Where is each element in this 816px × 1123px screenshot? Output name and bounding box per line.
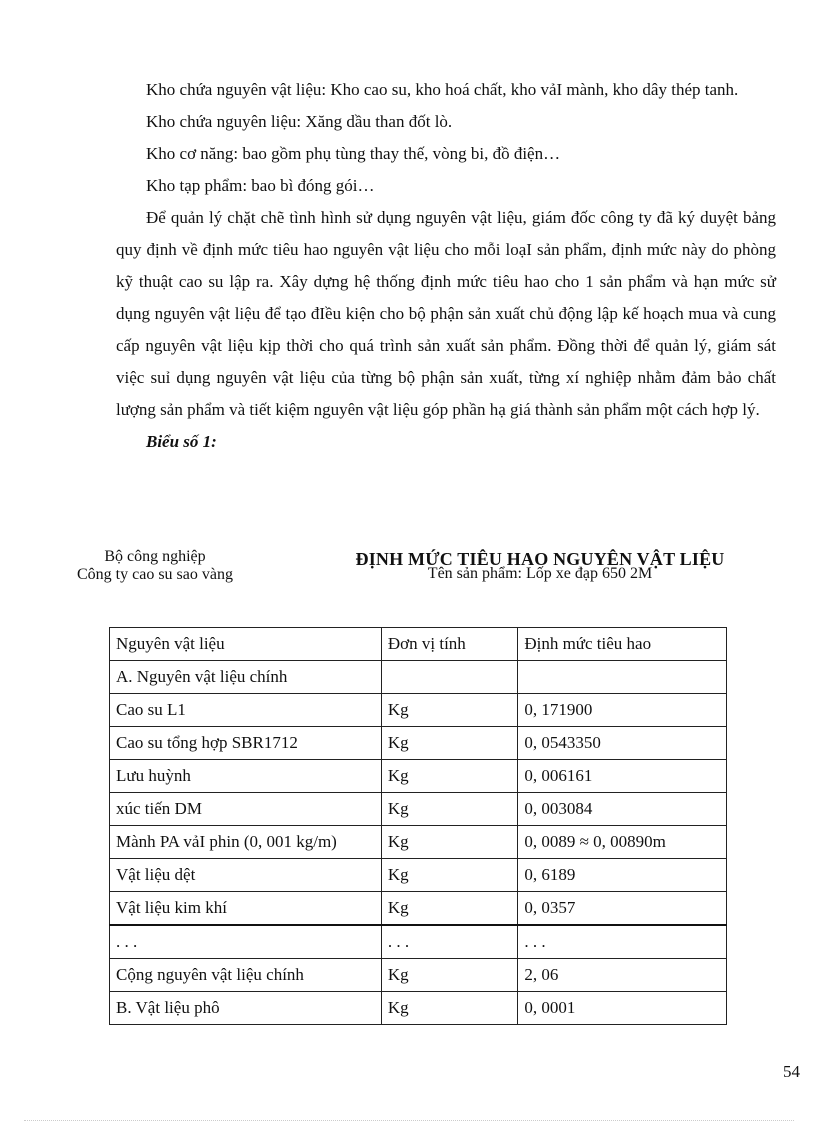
product-name: Tên sản phẩm: Lốp xe đạp 650 2M <box>427 565 653 582</box>
table-row <box>110 892 727 926</box>
norm-cell: 0, 006161 <box>518 760 727 793</box>
page-number: 54 <box>783 1062 800 1081</box>
norm-cell: 0, 0543350 <box>518 727 727 760</box>
table-header-row <box>110 628 727 661</box>
paragraph-warehouse-sundries: Kho tạp phẩm: bao bì đóng gói… <box>146 176 375 195</box>
unit-cell: Kg <box>381 727 517 760</box>
table-row <box>110 760 727 793</box>
paragraph-management: Để quản lý chặt chẽ tình hình sử dụng nguyên vật liệu, giám đốc công ty đã ký duyệt bảng quy định về định mức tiêu hao nguyên vật liệu cho mỗi loạI sản phẩm, định mức này do phòng kỹ thuật cao su lập ra. Xây dựng hệ thống định mức tiêu hao cho 1 sản phẩm và hạn mức sử dụng nguyên vật liệu để tạo đIều kiện cho bộ phận sản xuất chủ động lập kế hoạch mua và cung cấp nguyên vật liệu kịp thời cho quá trình sản xuất sản phẩm. Đồng thời để quản lý, giám sát việc suỉ dụng nguyên vật liệu của từng bộ phận sản xuất, từng xí nghiệp nhằm đảm bảo chất lượng sản phẩm và tiết kiệm nguyên vật liệu góp phần hạ giá thành sản phẩm một cách hợp lý. <box>116 208 776 419</box>
norm-cell: 2, 06 <box>518 959 727 992</box>
unit-cell: Kg <box>381 992 517 1025</box>
table-row <box>110 925 727 959</box>
paragraph-warehouse-fuel: Kho chứa nguyên liệu: Xăng dầu than đốt lò. <box>146 112 453 131</box>
column-header-unit: Đơn vị tính <box>381 628 517 661</box>
norm-cell: 0, 003084 <box>518 793 727 826</box>
norm-cell: . . . <box>518 925 727 959</box>
unit-cell: Kg <box>381 892 517 926</box>
material-norm-table <box>109 627 727 1025</box>
ministry-name: Bộ công nghiệp <box>104 548 206 565</box>
table-row <box>110 992 727 1025</box>
unit-cell: Kg <box>381 859 517 892</box>
material-cell: Lưu huỳnh <box>110 760 382 793</box>
footer-divider <box>24 1120 794 1121</box>
column-header-material: Nguyên vật liệu <box>110 628 382 661</box>
material-cell: Cao su tổng hợp SBR1712 <box>110 727 382 760</box>
material-cell: Cao su L1 <box>110 694 382 727</box>
table-row <box>110 826 727 859</box>
material-cell: A. Nguyên vật liệu chính <box>110 661 382 694</box>
material-cell: xúc tiến DM <box>110 793 382 826</box>
material-cell: Vật liệu kim khí <box>110 892 382 926</box>
title-block <box>300 549 780 581</box>
table-row <box>110 959 727 992</box>
document-title: ĐỊNH MỨC TIÊU HAO NGUYÊN VẬT LIỆU <box>355 549 725 569</box>
unit-cell: . . . <box>381 925 517 959</box>
norm-cell: 0, 0001 <box>518 992 727 1025</box>
table-row <box>110 727 727 760</box>
material-cell: Mành PA vảI phin (0, 001 kg/m) <box>110 826 382 859</box>
table-row <box>110 661 727 694</box>
column-header-norm: Định mức tiêu hao <box>518 628 727 661</box>
norm-cell: 0, 171900 <box>518 694 727 727</box>
body-text <box>116 74 776 458</box>
issuer-block <box>40 548 270 584</box>
norm-cell: 0, 6189 <box>518 859 727 892</box>
unit-cell: Kg <box>381 760 517 793</box>
table-row <box>110 694 727 727</box>
table-row <box>110 793 727 826</box>
paragraph-warehouse-materials: Kho chứa nguyên vật liệu: Kho cao su, kho hoá chất, kho vảI mành, kho dây thép tanh. <box>146 80 739 99</box>
unit-cell <box>381 661 517 694</box>
unit-cell: Kg <box>381 793 517 826</box>
unit-cell: Kg <box>381 694 517 727</box>
unit-cell: Kg <box>381 959 517 992</box>
norm-cell: 0, 0089 ≈ 0, 00890m <box>518 826 727 859</box>
material-cell: . . . <box>110 925 382 959</box>
company-name: Công ty cao su sao vàng <box>77 566 233 583</box>
material-cell: B. Vật liệu phô <box>110 992 382 1025</box>
material-cell: Cộng nguyên vật liệu chính <box>110 959 382 992</box>
table-caption-label: Biểu số 1: <box>146 432 217 451</box>
material-cell: Vật liệu dệt <box>110 859 382 892</box>
norm-cell: 0, 0357 <box>518 892 727 926</box>
norm-cell <box>518 661 727 694</box>
paragraph-warehouse-mechanical: Kho cơ năng: bao gồm phụ tùng thay thế, vòng bi, đồ điện… <box>146 144 561 163</box>
unit-cell: Kg <box>381 826 517 859</box>
table-row <box>110 859 727 892</box>
